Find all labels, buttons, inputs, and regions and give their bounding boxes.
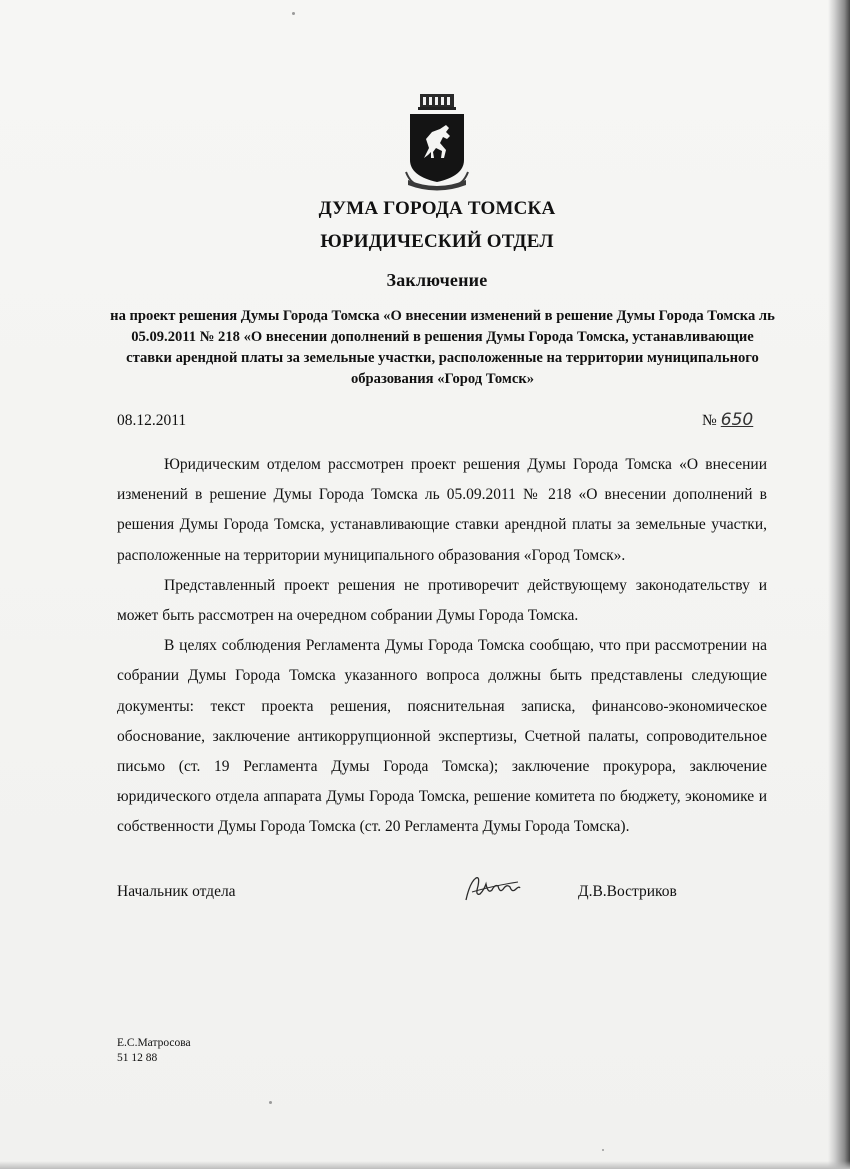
signatory-name: Д.В.Востриков	[578, 883, 677, 900]
executor-phone: 51 12 88	[117, 1052, 158, 1064]
handwritten-signature	[462, 872, 524, 906]
body-paragraph: В целях соблюдения Регламента Думы Города Томска сообщаю, что при рассмотрении на собрании Думы Города Томска указанного вопроса должны быть представлены следующие документы: текст проекта решения, пояснительная записка, финансово-экономическое обоснование, заключение антикоррупционной экспертизы, Счетной палаты, сопроводительное письмо (ст. 19 Регламента Думы Города Томска); заключение прокурора, заключение юридического отдела аппарата Думы Города Томска, решение комитета по бюджету, экономике и собственности Думы Города Томска (ст. 20 Регламента Думы Города Томска).	[117, 637, 767, 836]
department-title: ЮРИДИЧЕСКИЙ ОТДЕЛ	[320, 231, 554, 252]
document-subject: на проект решения Думы Города Томска «О внесении изменений в решение Думы Города Томска ль 05.09.2011 № 218 «О внесении дополнений в решения Думы Города Томска, устанавливающие ставки арендной платы за земельные участки, расположенные на территории муниципального образования «Город Томск»	[110, 308, 775, 387]
scan-edge-shadow	[828, 0, 850, 1169]
executor-info	[117, 1036, 191, 1066]
body-paragraph: Представленный проект решения не противоречит действующему законодательству и может быть рассмотрен на очередном собрании Думы Города Томска.	[117, 576, 767, 625]
scan-speck	[269, 1101, 272, 1104]
scan-speck	[602, 1149, 604, 1151]
number-label: №	[702, 412, 717, 429]
scan-bottom-shadow	[0, 1161, 850, 1169]
executor-name: Е.С.Матросова	[117, 1037, 191, 1049]
organization-title: ДУМА ГОРОДА ТОМСКА	[318, 198, 556, 219]
tomsk-coat-of-arms-icon	[402, 92, 472, 194]
document-type-title: Заключение	[386, 270, 488, 290]
document-body	[117, 450, 767, 843]
signatory-title: Начальник отдела	[117, 883, 236, 900]
scan-speck	[292, 12, 295, 15]
body-paragraph: Юридическим отделом рассмотрен проект решения Думы Города Томска «О внесении изменений в решение Думы Города Томска ль 05.09.2011 № 218 «О внесении дополнений в решения Думы Города Томска, устанавливающие ставки арендной платы за земельные участки, расположенные на территории муниципального образования «Город Томск».	[117, 456, 767, 564]
document-date: 08.12.2011	[117, 412, 187, 429]
handwritten-number: 650	[720, 410, 754, 430]
document-number	[702, 410, 753, 430]
